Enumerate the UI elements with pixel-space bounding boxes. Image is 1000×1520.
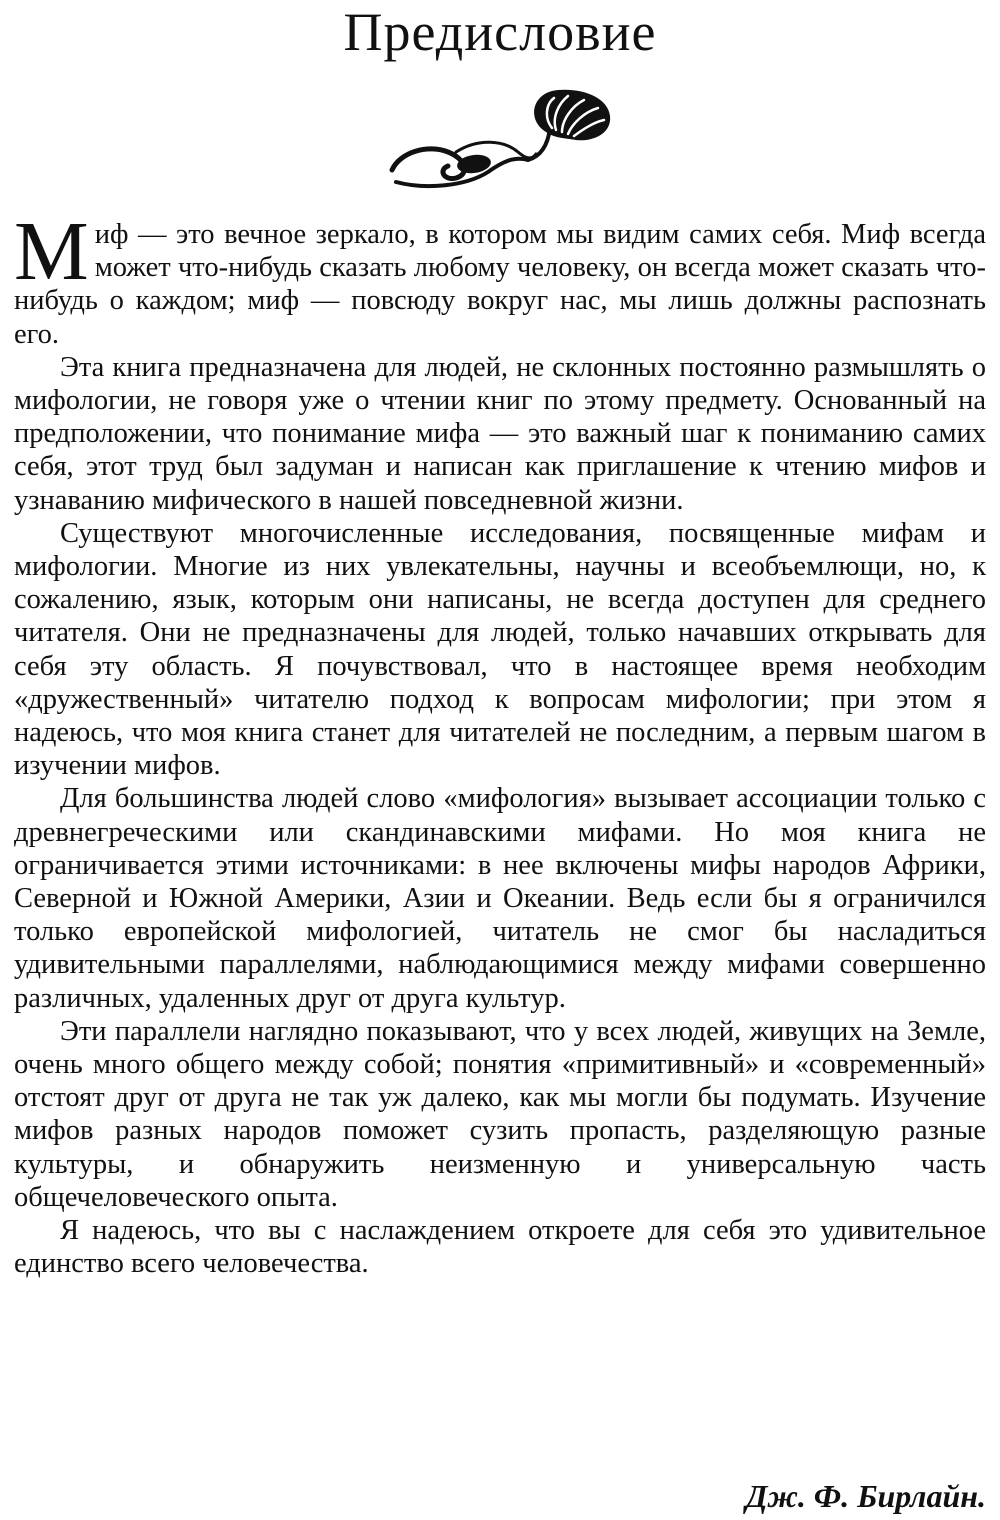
author-signature: Дж. Ф. Бирлайн. (745, 1478, 986, 1514)
paragraph-3: Существуют многочисленные исследования, посвященные мифам и мифологии. Многие из них увлекательны, научны и всеобъемлющи, но, к сожалению, язык, которым они написаны, не всегда доступен для среднего читателя. Они не предназначены для людей, только начавших открывать для себя эту область. Я почувствовал, что в настоящее время необходим «дружественный» читателю подход к вопросам мифологии; при этом я надеюсь, что моя книга станет для читателей не последним, а первым шагом в изучении мифов. (14, 517, 986, 782)
paragraph-1 (14, 205, 986, 351)
ornament-flourish-icon (386, 82, 620, 194)
preface-text (14, 205, 986, 1281)
drop-cap: М (14, 205, 89, 298)
paragraph-6: Я надеюсь, что вы с наслаждением откроете для себя это удивительное единство всего человечества. (14, 1215, 986, 1280)
paragraph-1-text: иф — это вечное зеркало, в котором мы видим самих себя. Миф всегда может что-нибудь сказать любому человеку, он всегда может сказать что-нибудь о каждом; миф — повсюду вокруг нас, мы лишь должны распознать его. (14, 219, 986, 350)
paragraph-5: Эти параллели наглядно показывают, что у всех людей, живущих на Земле, очень много общего между собой; понятия «примитивный» и «современный» отстоят друг от друга не так уж далеко, как мы могли бы подумать. Изучение мифов разных народов поможет сузить пропасть, разделяющую разные культуры, и обнаружить неизменную и универсальную часть общечеловеческого опыта. (14, 1015, 986, 1213)
page-title: Предисловие (343, 2, 657, 62)
paragraph-4: Для большинства людей слово «мифология» вызывает ассоциации только с древнегреческими или скандинавскими мифами. Но моя книга не ограничивается этими источниками: в нее включены мифы народов Африки, Северной и Южной Америки, Азии и Океании. Ведь если бы я ограничился только европейской мифологией, читатель не смог бы насладиться удивительными параллелями, наблюдающимися между мифами совершенно различных, удаленных друг от друга культур. (14, 783, 986, 1014)
paragraph-2: Эта книга предназначена для людей, не склонных постоянно размышлять о мифологии, не говоря уже о чтении книг по этому предмету. Основанный на предположении, что понимание мифа — это важный шаг к пониманию самих себя, этот труд был задуман и написан как приглашение к чтению мифов и узнаванию мифического в нашей повседневной жизни. (14, 351, 986, 516)
